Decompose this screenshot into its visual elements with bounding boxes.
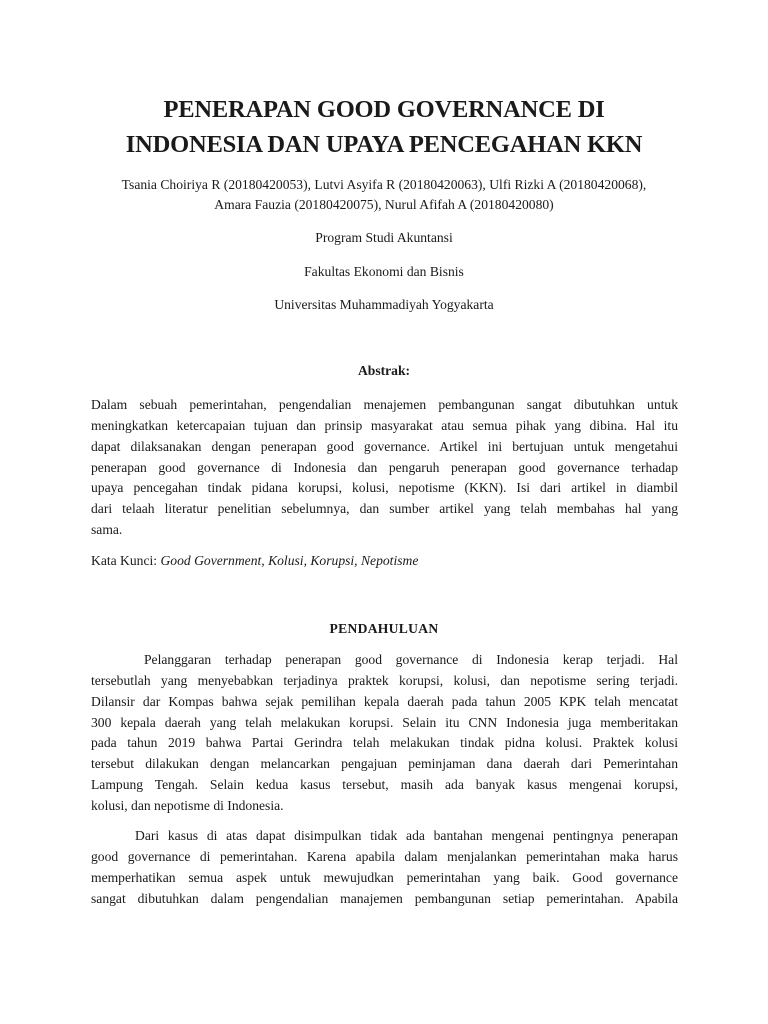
paper-title — [60, 92, 708, 162]
abstract-line: Dalam sebuah pemerintahan, pengendalian menajemen pembangunan sangat dibutuhkan untuk — [91, 397, 678, 412]
abstract-body — [91, 395, 678, 541]
intro-paragraph-1 — [91, 650, 678, 817]
paragraph-line: pada tahun 2019 bahwa Partai Gerindra telah melakukan tindak pidna kolusi. Praktek kolusi — [91, 735, 678, 751]
paper-title-line: INDONESIA DAN UPAYA PENCEGAHAN KKN — [125, 131, 643, 158]
author-list — [60, 175, 708, 215]
abstract-heading: Abstrak: — [357, 363, 411, 378]
university: Universitas Muhammadiyah Yogyakarta — [274, 297, 494, 312]
abstract-line: dari telaah literatur penelitian sebelumnya, dan sumber artikel yang telah membahas hal yang — [91, 501, 678, 517]
keywords-list: Good Government, Kolusi, Korupsi, Nepotisme — [160, 553, 419, 568]
author-line: Tsania Choiriya R (20180420053), Lutvi Asyifa R (20180420063), Ulfi Rizki A (20180420068), — [121, 177, 647, 192]
author-line: Amara Fauzia (20180420075), Nurul Afifah A (20180420080) — [214, 197, 554, 212]
section-heading-pendahuluan: PENDAHULUAN — [329, 621, 439, 636]
paragraph-line: Dilansir dar Kompas bahwa sejak pemilihan kepala daerah pada tahun 2005 KPK telah mencatat — [91, 693, 678, 709]
paragraph-line: Dari kasus di atas dapat disimpulkan tidak ada bantahan mengenai pentingnya penerapan — [135, 828, 678, 843]
paragraph-line: kolusi, dan nepotisme di Indonesia. — [91, 797, 284, 813]
abstract-line: upaya pencegahan tindak pidana korupsi, kolusi, nepotisme (KKN). Isi dari artikel in diambil — [91, 480, 678, 496]
paragraph-line: Lampung Tengah. Selain kedua kasus tersebut, masih ada banyak kasus mengenai korupsi, — [91, 777, 678, 793]
abstract-line: penerapan good governance di Indonesia dan pengaruh penerapan good governance terhadap — [91, 459, 678, 475]
faculty: Fakultas Ekonomi dan Bisnis — [304, 264, 464, 279]
abstract-line: dapat dilaksanakan dengan penerapan good governance. Artikel ini bertujuan untuk mengetahui — [91, 438, 678, 454]
abstract-line: meningkatkan ketercapaian tujuan dan prinsip masyarakat atau semua pihak yang dibina. Hal itu — [91, 417, 678, 433]
paragraph-line: Pelanggaran terhadap penerapan good governance di Indonesia kerap terjadi. Hal — [144, 652, 678, 667]
keywords-label: Kata Kunci: — [91, 553, 161, 568]
study-program: Program Studi Akuntansi — [315, 230, 453, 245]
abstract-line: sama. — [91, 522, 123, 538]
paragraph-line: 300 kepala daerah yang telah melakukan korupsi. Selain itu CNN Indonesia juga memberitakan — [91, 714, 678, 730]
paragraph-line: memperhatikan semua aspek untuk mewujudkan pemerintahan yang baik. Good governance — [91, 869, 678, 885]
paragraph-line: tersebut dilakukan dengan melancarkan pengajuan peminjaman dana daerah dari Pemerintahan — [91, 756, 678, 772]
keywords — [91, 551, 418, 571]
intro-paragraph-2 — [91, 826, 678, 909]
paper-title-line: PENERAPAN GOOD GOVERNANCE DI — [163, 96, 605, 123]
paragraph-line: sangat dibutuhkan dalam pengendalian manajemen pembangunan setiap pemerintahan. Apabila — [91, 890, 678, 906]
paragraph-line: good governance di pemerintahan. Karena apabila dalam menjalankan pemerintahan maka harus — [91, 848, 678, 864]
paragraph-line: tersebutlah yang menyebabkan terjadinya praktek korupsi, kolusi, dan nepotisme sering terjadi. — [91, 672, 678, 688]
